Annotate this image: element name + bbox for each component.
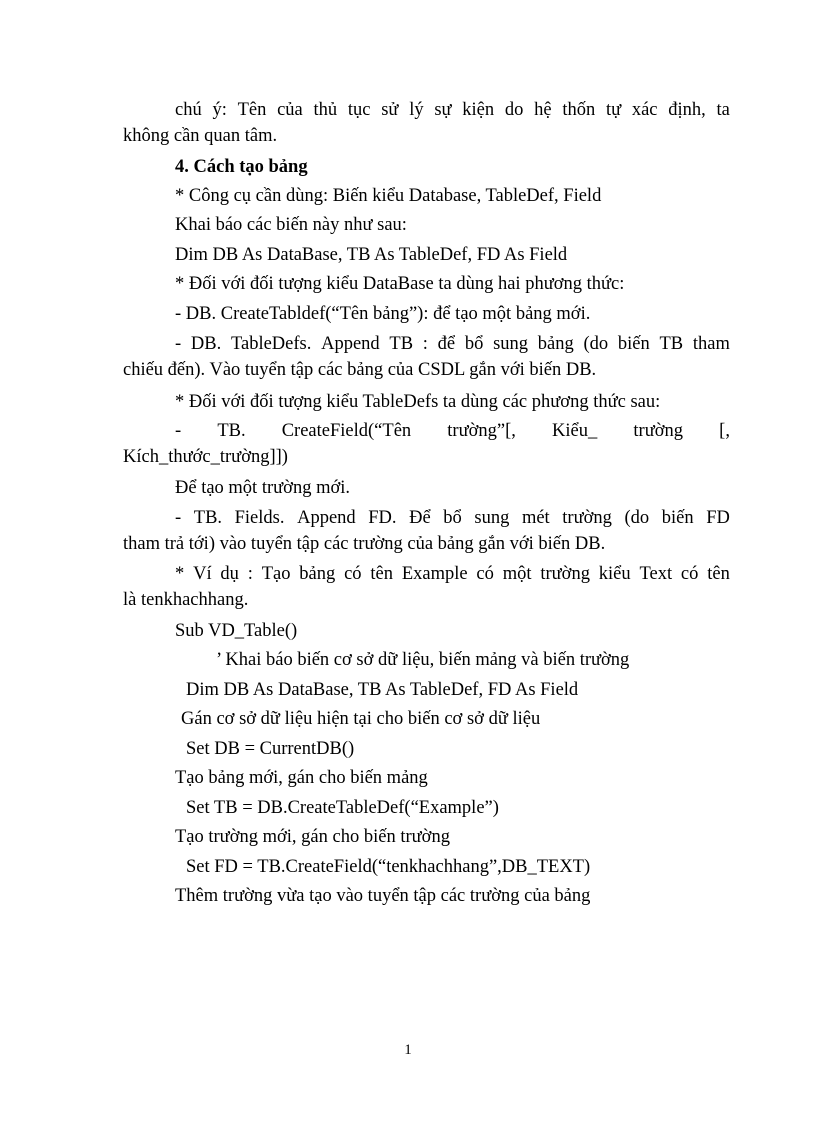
paragraph-line-18: là tenkhachhang. [123,590,249,610]
word: kiện [462,100,495,120]
word: FD. [368,508,397,528]
paragraph-line-4: * Công cụ cần dùng: Biến kiểu Database, TableDef, Field [175,186,602,206]
paragraph-line-10: chiếu đến). Vào tuyển tập các bảng của CSDL gắn với biến DB. [123,360,597,380]
word: TB [389,334,414,354]
word: * [175,564,185,584]
word: trường [540,564,590,584]
word: hệ [534,100,552,120]
word: (do [624,508,650,528]
word: - [175,334,182,354]
word: mét [521,508,550,528]
paragraph-line-1 [175,98,730,122]
word: thốn [562,100,596,120]
word: do [504,100,524,120]
word: tham [692,334,730,354]
word: sung [474,508,510,528]
word: bảng [537,334,574,354]
word: sử [381,100,399,120]
word: TableDefs. [230,334,312,354]
paragraph-line-17 [175,562,730,586]
word: dụ [220,564,239,584]
paragraph-line-6: Dim DB As DataBase, TB As TableDef, FD As Field [175,245,568,265]
word: TB [659,334,684,354]
paragraph-line-2: không cần quan tâm. [123,126,278,146]
word: một [502,564,532,584]
word: (do [583,334,609,354]
paragraph-line-5: Khai báo các biến này như sau: [175,215,407,235]
code-line-7: Set TB = DB.CreateTableDef(“Example”) [186,798,499,818]
word: FD [706,508,730,528]
word: chú [175,100,202,120]
word: CreateField(“Tên [281,421,412,441]
word: trường”[, [447,421,516,441]
word: Fields. [234,508,285,528]
word: biến [661,508,694,528]
word: trường [633,421,684,441]
word: sung [493,334,529,354]
section-heading: 4. Cách tạo bảng [175,157,308,177]
word: tục [347,100,371,120]
word: : [247,564,253,584]
word: [, [719,421,730,441]
word: có [344,564,362,584]
word: lý [409,100,424,120]
code-line-1: Sub VD_Table() [175,621,298,641]
paragraph-line-11: * Đối với đối tượng kiểu TableDefs ta dùng các phương thức sau: [175,392,661,412]
paragraph-line-12 [175,419,730,443]
word: ta [716,100,730,120]
paragraph-line-15 [175,506,730,530]
code-line-9: Set FD = TB.CreateField(“tenkhachhang”,DB_TEXT) [186,857,591,877]
code-line-6: Tạo bảng mới, gán cho biến mảng [175,768,428,788]
page-number: 1 [404,1042,412,1058]
word: Append [321,334,380,354]
word: Example [401,564,468,584]
paragraph-line-13: Kích_thước_trường]]) [123,447,288,467]
word: Tên [237,100,267,120]
word: : [422,334,428,354]
code-line-3: Dim DB As DataBase, TB As TableDef, FD As Field [186,680,579,700]
word: - [175,421,182,441]
word: ý: [212,100,227,120]
word: bảng [299,564,336,584]
word: thủ [313,100,338,120]
word: trường [562,508,612,528]
word: TB. [217,421,246,441]
paragraph-line-16: tham trả tới) vào tuyển tập các trường của bảng gắn với biến DB. [123,534,606,554]
word: TB. [193,508,223,528]
code-line-2: ’ Khai báo biến cơ sở dữ liệu, biến mảng và biến trường [216,650,630,670]
paragraph-line-14: Để tạo một trường mới. [175,478,351,498]
code-line-5: Set DB = CurrentDB() [186,739,355,759]
word: để [437,334,456,354]
word: Để [409,508,431,528]
word: của [277,100,303,120]
word: tự [605,100,622,120]
word: có [680,564,699,584]
code-line-10: Thêm trường vừa tạo vào tuyển tập các trường của bảng [175,886,591,906]
paragraph-line-8: - DB. CreateTabldef(“Tên bảng”): để tạo một bảng mới. [175,304,591,324]
word: - [175,508,182,528]
word: tên [707,564,730,584]
word: Text [639,564,673,584]
word: DB. [190,334,222,354]
word: Tạo [261,564,291,584]
word: xác [631,100,658,120]
word: sự [434,100,452,120]
word: kiểu [598,564,631,584]
word: biến [617,334,650,354]
code-line-4: Gán cơ sở dữ liệu hiện tại cho biến cơ sở dữ liệu [181,709,541,729]
paragraph-line-9 [175,332,730,356]
word: bổ [464,334,484,354]
word: Append [297,508,356,528]
word: Kiểu_ [552,421,598,441]
word: có [476,564,494,584]
code-line-8: Tạo trường mới, gán cho biến trường [175,827,450,847]
paragraph-line-7: * Đối với đối tượng kiểu DataBase ta dùng hai phương thức: [175,274,625,294]
word: tên [370,564,393,584]
word: bổ [443,508,462,528]
word: định, [668,100,706,120]
word: Ví [193,564,212,584]
